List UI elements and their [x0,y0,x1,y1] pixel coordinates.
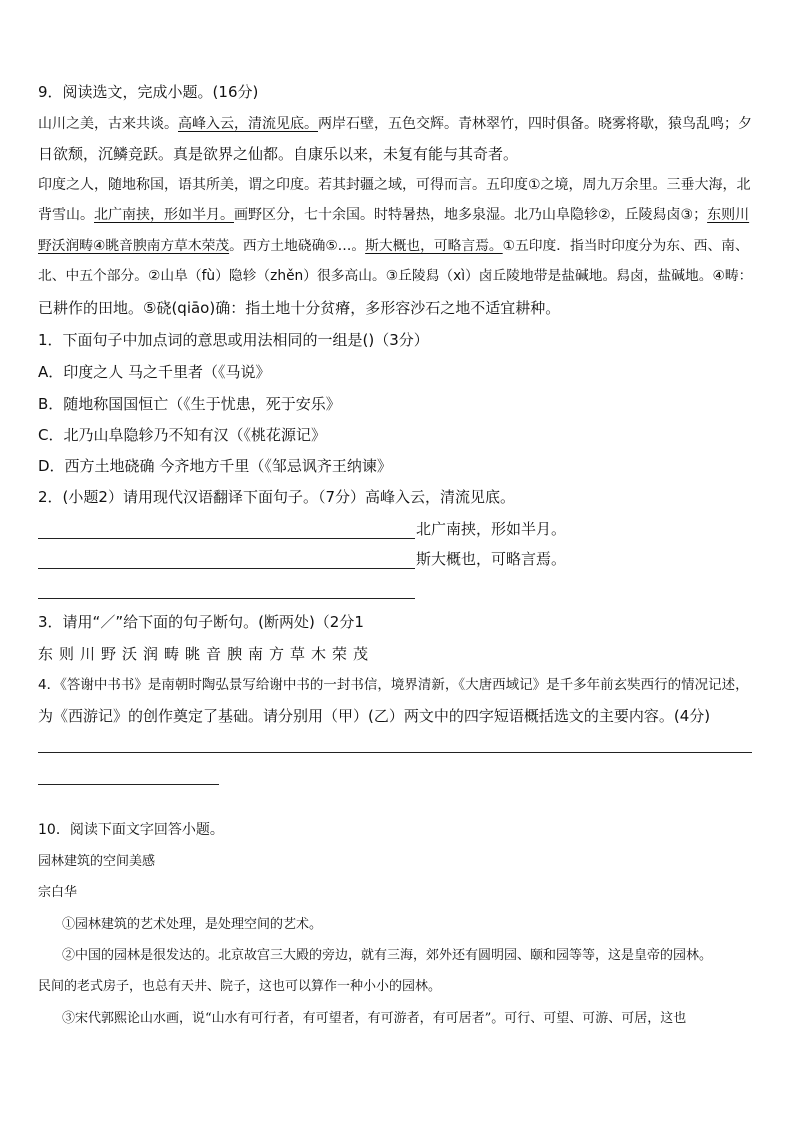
article-author: 宗白华 [38,885,78,900]
underlined-text: 野沃润畴④眺音腴南方草木荣茂 [38,238,230,254]
text: 两岸石壁，五色交辉。青林翠竹，四时俱备。晓雾将歇，猿鸟乱鸣；夕 [318,116,752,132]
text: 画野区分，七十余国。时特暑热，地多泉湿。北乃山阜隐轸②，丘陵舄卤③； [234,207,708,223]
article-title: 园林建筑的空间美感 [38,854,156,869]
sub-question-3: 3．请用“／”给下面的句子断句。(断两处)（2分1 [38,613,364,631]
option-a: A．印度之人 马之千里者（《马说》 [38,363,271,381]
text: ①五印度．指当时印度分为东、西、南、 [502,238,749,254]
answer-blank[interactable] [38,538,415,539]
sub-question-2: 2．(小题2）请用现代汉语翻译下面句子。（7分）高峰入云，清流见底。 [38,488,515,506]
option-d: D．西方土地硗确 今齐地方千里（《邹忌讽齐王纳谏》 [38,457,392,475]
q9-passage-line: 已耕作的田地。⑤硗(qiāo)确：指土地十分贫瘠，多形容沙石之地不适宜耕种。 [38,299,561,317]
sub-question-4: 4．《答谢中书书》是南朝时陶弘景写给谢中书的一封书信，境界清新，《大唐西域记》是千多年前玄奘西行的情况记述， [38,677,749,693]
option-c: C．北乃山阜隐轸乃不知有汉（《桃花源记》 [38,426,326,444]
sub-question-1: 1．下面句子中加点词的意思或用法相同的一组是()（3分） [38,331,429,349]
underlined-text: 东则川 [707,207,750,223]
q9-title: 9．阅读选文，完成小题。(16分) [38,83,259,101]
q9-passage-line [38,236,758,256]
underlined-text: 北广南挟，形如半月。 [94,207,234,223]
underlined-text: 斯大概也，可略言焉。 [365,238,503,254]
sub-question-4: 为《西游记》的创作奠定了基础。请分别用（甲）(乙）两文中的四字短语概括选文的主要内容。(4分) [38,707,711,725]
translate-sentence: 斯大概也，可略言焉。 [416,550,567,568]
sentence-to-punctuate: 东则川野沃润畴眺音腴南方草木荣茂 [38,645,375,663]
answer-blank[interactable] [38,784,219,785]
article-paragraph: ①园林建筑的艺术处理，是处理空间的艺术。 [62,917,323,932]
q9-passage-line: 日欲颓，沉鳞竞跃。真是欲界之仙都。自康乐以来，未复有能与其奇者。 [38,145,519,163]
q9-passage-line: 印度之人，随地称国，语其所美，谓之印度。若其封疆之域，可得而言。五印度①之境，周九万余里。三垂大海，北 [38,177,751,193]
option-b: B．随地称国国恒亡（《生于忧患，死于安乐》 [38,395,341,413]
article-paragraph: 民间的老式房子，也总有天井、院子，这也可以算作一种小小的园林。 [38,979,442,994]
text: 背雪山。 [38,207,94,223]
q9-passage-line: 北、中五个部分。②山阜（fù）隐轸（zhěn）很多高山。③丘陵舄（xì）卤丘陵地带是盐碱地。舄卤，盐碱地。④畴： [38,268,753,284]
article-paragraph: ②中国的园林是很发达的。北京故宫三大殿的旁边，就有三海，郊外还有圆明园、颐和园等等，这是皇帝的园林。 [62,948,713,963]
article-paragraph: ③宋代郭熙论山水画，说“山水有可行者，有可望者，有可游者，有可居者”。可行、可望、可游、可居，这也 [62,1011,687,1026]
text: 山川之美，古来共谈。 [38,116,178,132]
answer-blank[interactable] [38,568,415,569]
q9-passage-line [38,205,758,225]
q9-passage-line [38,114,758,134]
text: 。西方土地硗确⑤…。 [229,238,366,254]
underlined-text: 高峰入云，清流见底。 [178,116,318,132]
q10-title: 10．阅读下面文字回答小题。 [38,822,224,838]
translate-sentence: 北广南挟，形如半月。 [416,520,567,538]
answer-blank[interactable] [38,598,415,599]
answer-blank[interactable] [38,752,752,753]
